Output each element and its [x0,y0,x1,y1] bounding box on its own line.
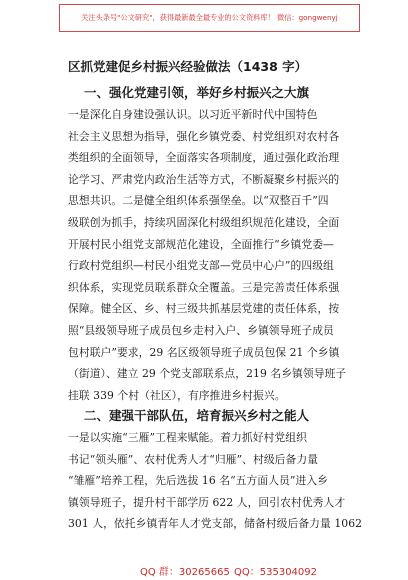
paragraph-line: （街道）、建立 29 个党支部联系点，219 名乡镇领导班子 [68,367,347,381]
paragraph-line: 一是以实施“三雁”工程来赋能。着力抓好村党组织 [68,431,307,444]
paragraph-line: 保障。健全区、乡、村三级共抓基层党建的责任体系，按 [68,302,340,316]
paragraph-line: “雏雁”培养工程，先后选拔 16 名“五方面人员”进入乡 [68,474,329,488]
section-1-heading: 一、强化党建引领，举好乡村振兴之大旗 [84,85,310,100]
paragraph-line: 开展村民小组党支部规范化建设，全面推行“乡镇党委— [68,237,334,251]
footer-qq: QQ：535304092 [234,567,318,578]
paragraph-line: 301 人，依托乡镇青年人才党支部，储备村级后备力量 1062 [68,517,363,531]
footer-qq-group: QQ 群：30265665 [140,567,230,578]
paragraph-line: 挂联 339 个村（社区），有序推进乡村振兴。 [68,388,286,402]
paragraph-line: 行政村党组织—村民小组党支部—党员中心户”的四级组 [68,259,334,273]
paragraph-line: 书记“领头雁”、农村优秀人才“归雁”、村级后备力量 [68,452,319,466]
section-2-heading: 二、建强干部队伍，培育振兴乡村之能人 [84,408,310,423]
paragraph-line: 包村联户”要求，29 名区级领导班子成员包保 21 个乡镇 [68,345,340,359]
paragraph-line: 镇领导班子，提升村干部学历 622 人，回引农村优秀人才 [68,495,346,509]
promo-banner: 关注头条号"公文研究"，获得最新最全最专业的公文资料库！ 微信：gongwenyj [59,4,360,32]
paragraph-line: 一是深化自身建设强认识。以习近平新时代中国特色 [68,108,318,121]
paragraph-line: 织体系，实现党员联系群众全覆盖。三是完善责任体系强 [68,280,340,294]
paragraph-line: 级联创为抓手，持续巩固深化村级组织规范化建设，全面 [68,216,340,229]
paragraph-line: 社会主义思想为指导，强化乡镇党委、村党组织对农村各 [68,129,340,143]
paragraph-line: 思想共识。二是健全组织体系强堡垒。以“双整百千”四 [68,194,329,208]
document-title: 区抓党建促乡村振兴经验做法（1438 字） [68,59,308,74]
paragraph-line: 类组织的全面领导，全面落实各项制度，通过强化政治理 [68,151,340,165]
paragraph-line: 论学习、严肃党内政治生活等方式，不断凝聚乡村振兴的 [68,172,340,186]
paragraph-line: 照“县级领导班子成员包乡走村入户、乡镇领导班子成员 [68,324,334,337]
